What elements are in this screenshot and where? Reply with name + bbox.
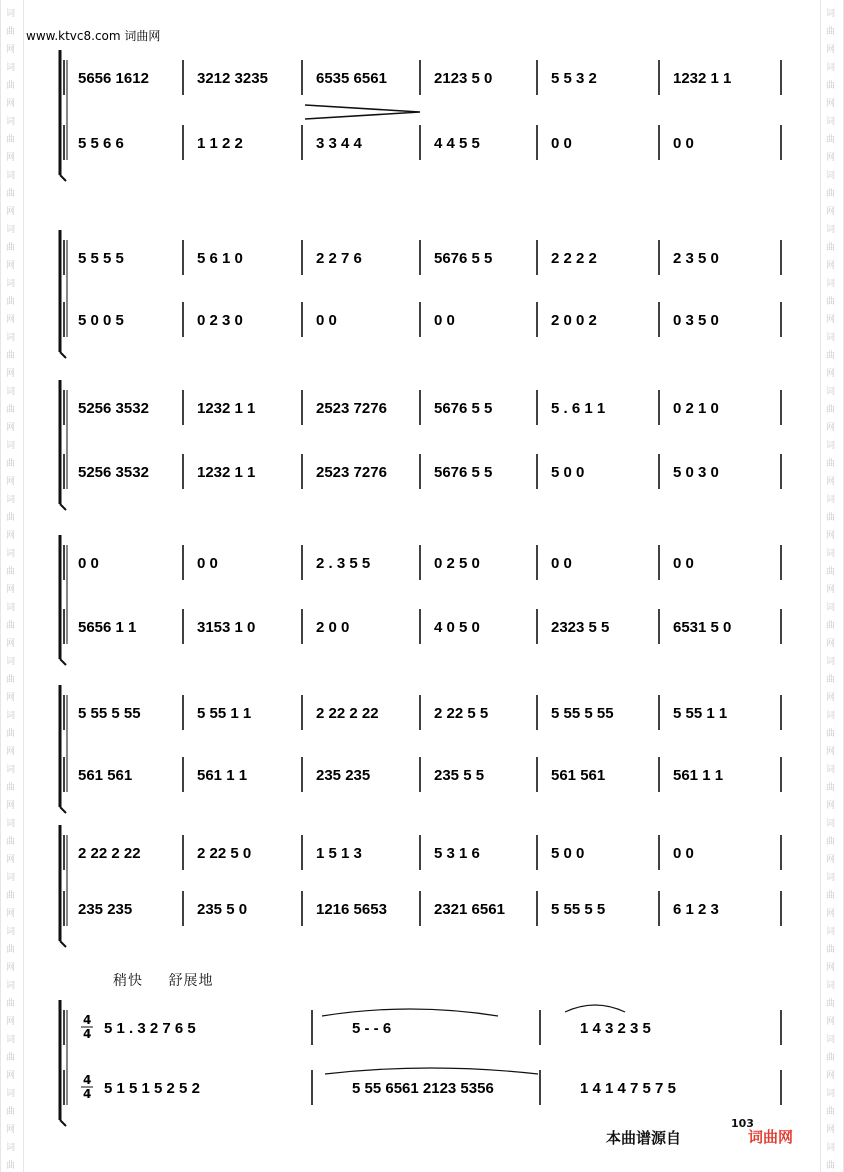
watermark-char: 网 (826, 909, 836, 919)
measure-bottom: 0 0 (434, 312, 455, 329)
watermark-char: 网 (6, 855, 16, 865)
footer-brand: 词曲网 (748, 1128, 794, 1146)
measure-bottom: 561 561 (78, 767, 133, 784)
watermark-char: 词 (826, 927, 836, 937)
watermark-char: 网 (6, 99, 16, 109)
watermark-char: 网 (826, 153, 836, 163)
watermark-char: 曲 (826, 621, 836, 631)
watermark-char: 曲 (826, 351, 836, 361)
watermark-char: 词 (6, 981, 16, 991)
watermark-char: 曲 (826, 891, 836, 901)
watermark-char: 网 (6, 207, 16, 217)
measure-bottom: 0 3 5 0 (673, 312, 719, 329)
measure-bottom: 5 0 3 0 (673, 464, 719, 481)
watermark-char: 网 (826, 1017, 836, 1027)
measure-bottom: 4 0 5 0 (434, 619, 480, 636)
watermark-char: 曲 (826, 837, 836, 847)
hairpin (305, 105, 420, 119)
watermark-char: 词 (6, 387, 16, 397)
watermark-char: 网 (6, 153, 16, 163)
watermark-char: 网 (6, 1071, 16, 1081)
watermark-char: 网 (826, 99, 836, 109)
watermark-char: 网 (826, 963, 836, 973)
watermark-char: 曲 (6, 567, 16, 577)
watermark-char: 网 (6, 909, 16, 919)
watermark-char: 网 (826, 639, 836, 649)
measure-top: 5 . 6 1 1 (551, 400, 606, 417)
watermark-char: 词 (6, 765, 16, 775)
watermark-char: 词 (826, 711, 836, 721)
time-signature-denominator: 4 (83, 1027, 92, 1041)
watermark-char: 词 (6, 495, 16, 505)
watermark-char: 网 (826, 369, 836, 379)
measure-top: 0 0 (78, 555, 99, 572)
watermark-char: 词 (826, 765, 836, 775)
measure-top: 2 22 2 22 (316, 705, 379, 722)
watermark-char: 曲 (6, 945, 16, 955)
watermark-char: 曲 (6, 351, 16, 361)
watermark-char: 网 (826, 207, 836, 217)
measure-top: 0 2 5 0 (434, 555, 480, 572)
measure-top: 5256 3532 (78, 400, 149, 417)
measure-top: 2 . 3 5 5 (316, 555, 371, 572)
measure-bottom: 6531 5 0 (673, 619, 732, 636)
watermark-char: 曲 (826, 459, 836, 469)
measure-top: 5 0 0 (551, 845, 585, 862)
watermark-char: 词 (6, 279, 16, 289)
measure-bottom: 0 0 (673, 135, 694, 152)
watermark-char: 网 (826, 693, 836, 703)
watermark-char: 曲 (826, 999, 836, 1009)
watermark-char: 曲 (826, 243, 836, 253)
measure-top: 5 3 1 6 (434, 845, 480, 862)
watermark-char: 曲 (826, 945, 836, 955)
watermark-char: 曲 (826, 27, 836, 37)
system-bracket-hook (60, 175, 66, 181)
watermark-char: 曲 (6, 243, 16, 253)
watermark-char: 网 (6, 1017, 16, 1027)
watermark-char: 网 (826, 315, 836, 325)
measure-bottom: 5 55 6561 2123 5356 (352, 1080, 494, 1097)
measure-top: 3212 3235 (197, 70, 268, 87)
measure-top: 6535 6561 (316, 70, 387, 87)
watermark-char: 词 (6, 657, 16, 667)
site-url: www.ktvc8.com 词曲网 (26, 29, 161, 43)
watermark-char: 网 (826, 801, 836, 811)
watermark-char: 网 (6, 1125, 16, 1135)
watermark-char: 词 (6, 441, 16, 451)
watermark-char: 词 (826, 1035, 836, 1045)
measure-top: 1 5 1 3 (316, 845, 362, 862)
system-bracket-hook (60, 807, 66, 813)
measure-top: 1232 1 1 (197, 400, 256, 417)
watermark-char: 网 (6, 639, 16, 649)
watermark-char: 网 (6, 963, 16, 973)
watermark-char: 词 (826, 333, 836, 343)
system-bracket-hook (60, 659, 66, 665)
watermark-char: 曲 (826, 81, 836, 91)
measure-top: 5 55 5 55 (551, 705, 614, 722)
watermark-char: 词 (826, 549, 836, 559)
watermark-char: 词 (6, 819, 16, 829)
system-bracket-hook (60, 504, 66, 510)
watermark-char: 网 (6, 423, 16, 433)
time-signature-numerator: 4 (83, 1073, 92, 1087)
watermark-char: 曲 (6, 1107, 16, 1117)
watermark-char: 曲 (826, 783, 836, 793)
watermark-char: 词 (826, 279, 836, 289)
measure-top: 0 0 (551, 555, 572, 572)
watermark-char: 曲 (6, 297, 16, 307)
watermark-char: 曲 (826, 297, 836, 307)
watermark-char: 曲 (6, 405, 16, 415)
footer-source-label: 本曲谱源自 (606, 1129, 682, 1147)
measure-bottom: 5656 1 1 (78, 619, 137, 636)
watermark-char: 词 (826, 9, 836, 19)
watermark-char: 网 (826, 261, 836, 271)
measure-top: 5 5 3 2 (551, 70, 597, 87)
measure-bottom: 2523 7276 (316, 464, 387, 481)
watermark-char: 曲 (6, 891, 16, 901)
watermark-char: 词 (6, 333, 16, 343)
watermark-char: 词 (6, 9, 16, 19)
measure-top: 5 - - 6 (352, 1020, 392, 1037)
measure-bottom: 0 0 (316, 312, 337, 329)
measure-bottom: 5676 5 5 (434, 464, 493, 481)
watermark-char: 词 (826, 603, 836, 613)
measure-bottom: 561 1 1 (197, 767, 248, 784)
tempo-mark-2: 舒展地 (168, 973, 214, 989)
watermark-char: 网 (6, 261, 16, 271)
measure-bottom: 0 0 (551, 135, 572, 152)
tempo-mark-1: 稍快 (113, 973, 143, 989)
watermark-char: 词 (826, 387, 836, 397)
measure-bottom: 5256 3532 (78, 464, 149, 481)
watermark-char: 网 (826, 423, 836, 433)
measure-bottom: 1 1 2 2 (197, 135, 243, 152)
watermark-char: 曲 (826, 1053, 836, 1063)
watermark-char: 网 (826, 477, 836, 487)
watermark-char: 词 (826, 117, 836, 127)
watermark-char: 曲 (6, 783, 16, 793)
measure-bottom: 0 2 3 0 (197, 312, 243, 329)
time-signature-numerator: 4 (83, 1013, 92, 1027)
measure-top: 0 0 (673, 845, 694, 862)
watermark-char: 曲 (6, 27, 16, 37)
watermark-char: 网 (6, 315, 16, 325)
measure-top: 2 3 5 0 (673, 250, 719, 267)
watermark-char: 曲 (826, 729, 836, 739)
watermark-char: 曲 (6, 1053, 16, 1063)
measure-bottom: 5 55 5 5 (551, 901, 606, 918)
watermark-char: 曲 (826, 405, 836, 415)
watermark-char: 词 (826, 819, 836, 829)
measure-top: 2123 5 0 (434, 70, 493, 87)
watermark-char: 词 (6, 171, 16, 181)
system-bracket-hook (60, 352, 66, 358)
watermark-char: 曲 (6, 837, 16, 847)
measure-top: 2 22 5 0 (197, 845, 252, 862)
measure-bottom: 3153 1 0 (197, 619, 256, 636)
measure-bottom: 561 1 1 (673, 767, 724, 784)
watermark-char: 网 (826, 855, 836, 865)
watermark-char: 词 (6, 549, 16, 559)
watermark-char: 词 (826, 495, 836, 505)
watermark-char: 网 (826, 1071, 836, 1081)
measure-top: 5676 5 5 (434, 400, 493, 417)
measure-top: 5676 5 5 (434, 250, 493, 267)
system-bracket-hook (60, 1120, 66, 1126)
watermark-char: 词 (826, 63, 836, 73)
watermark-char: 网 (6, 531, 16, 541)
watermark-char: 曲 (6, 135, 16, 145)
measure-bottom: 3 3 4 4 (316, 135, 362, 152)
watermark-char: 曲 (826, 567, 836, 577)
measure-top: 5656 1612 (78, 70, 149, 87)
watermark-char: 词 (6, 117, 16, 127)
measure-bottom: 2 0 0 (316, 619, 350, 636)
watermark-char: 曲 (6, 513, 16, 523)
watermark-char: 曲 (826, 189, 836, 199)
watermark-char: 曲 (6, 189, 16, 199)
watermark-char: 词 (6, 1035, 16, 1045)
measure-top: 1 4 3 2 3 5 (580, 1020, 651, 1037)
watermark-char: 词 (826, 1143, 836, 1153)
watermark-char: 曲 (826, 135, 836, 145)
measure-bottom: 5 0 0 (551, 464, 585, 481)
measure-bottom: 235 235 (78, 901, 133, 918)
time-signature-denominator: 4 (83, 1087, 92, 1101)
watermark-char: 词 (826, 441, 836, 451)
measure-top: 2 22 2 22 (78, 845, 141, 862)
watermark-char: 网 (6, 477, 16, 487)
watermark-char: 词 (826, 873, 836, 883)
watermark-char: 曲 (6, 459, 16, 469)
watermark-char: 词 (6, 63, 16, 73)
watermark-char: 网 (826, 1125, 836, 1135)
watermark-char: 词 (6, 225, 16, 235)
watermark-char: 曲 (826, 513, 836, 523)
watermark-char: 词 (6, 927, 16, 937)
watermark-char: 网 (6, 585, 16, 595)
measure-bottom: 235 5 5 (434, 767, 485, 784)
measure-top: 0 0 (197, 555, 218, 572)
watermark-char: 曲 (6, 81, 16, 91)
watermark-char: 曲 (6, 675, 16, 685)
watermark-char: 曲 (6, 621, 16, 631)
watermark-char: 词 (6, 711, 16, 721)
measure-bottom: 1216 5653 (316, 901, 387, 918)
slur (565, 1005, 625, 1012)
measure-top: 0 2 1 0 (673, 400, 719, 417)
watermark-char: 词 (6, 873, 16, 883)
watermark-char: 词 (826, 171, 836, 181)
measure-bottom: 1 4 1 4 7 5 7 5 (580, 1080, 676, 1097)
measure-top: 2 2 7 6 (316, 250, 362, 267)
measure-top: 2 2 2 2 (551, 250, 597, 267)
measure-bottom: 561 561 (551, 767, 606, 784)
watermark-char: 词 (826, 225, 836, 235)
measure-top: 1232 1 1 (673, 70, 732, 87)
system-bracket-hook (60, 941, 66, 947)
measure-top: 5 55 1 1 (673, 705, 728, 722)
measure-top: 2 22 5 5 (434, 705, 489, 722)
measure-bottom: 235 235 (316, 767, 371, 784)
measure-bottom: 235 5 0 (197, 901, 248, 918)
watermark-char: 网 (6, 747, 16, 757)
watermark-char: 词 (6, 1143, 16, 1153)
measure-bottom: 2323 5 5 (551, 619, 610, 636)
measure-bottom: 2 0 0 2 (551, 312, 597, 329)
measure-top: 0 0 (673, 555, 694, 572)
measure-bottom: 4 4 5 5 (434, 135, 480, 152)
watermark-char: 曲 (826, 675, 836, 685)
measure-top: 5 55 5 55 (78, 705, 141, 722)
watermark-char: 曲 (6, 1161, 16, 1171)
slur (325, 1068, 538, 1074)
measure-bottom: 5 5 6 6 (78, 135, 124, 152)
measure-bottom: 2321 6561 (434, 901, 505, 918)
watermark-char: 词 (826, 1089, 836, 1099)
watermark-char: 曲 (826, 1161, 836, 1171)
watermark-char: 曲 (6, 729, 16, 739)
watermark-char: 词 (6, 603, 16, 613)
measure-top: 5 6 1 0 (197, 250, 243, 267)
measure-top: 5 5 5 5 (78, 250, 124, 267)
page-number: 103 (731, 1117, 754, 1130)
tempo-marking (113, 970, 233, 990)
watermark-char: 曲 (6, 999, 16, 1009)
measure-bottom: 5 1 5 1 5 2 5 2 (104, 1080, 200, 1097)
watermark-char: 网 (6, 369, 16, 379)
slur (322, 1009, 498, 1016)
watermark-char: 网 (826, 747, 836, 757)
measure-bottom: 6 1 2 3 (673, 901, 719, 918)
watermark-char: 网 (6, 693, 16, 703)
measure-top: 5 1 . 3 2 7 6 5 (104, 1020, 196, 1037)
watermark-char: 词 (826, 657, 836, 667)
measure-top: 5 55 1 1 (197, 705, 252, 722)
measure-bottom: 1232 1 1 (197, 464, 256, 481)
measure-top: 2523 7276 (316, 400, 387, 417)
watermark-char: 网 (826, 585, 836, 595)
watermark-char: 曲 (826, 1107, 836, 1117)
measure-bottom: 5 0 0 5 (78, 312, 124, 329)
watermark-char: 词 (6, 1089, 16, 1099)
watermark-char: 网 (826, 531, 836, 541)
watermark-char: 网 (826, 45, 836, 55)
watermark-char: 词 (826, 981, 836, 991)
watermark-char: 网 (6, 45, 16, 55)
watermark-char: 网 (6, 801, 16, 811)
